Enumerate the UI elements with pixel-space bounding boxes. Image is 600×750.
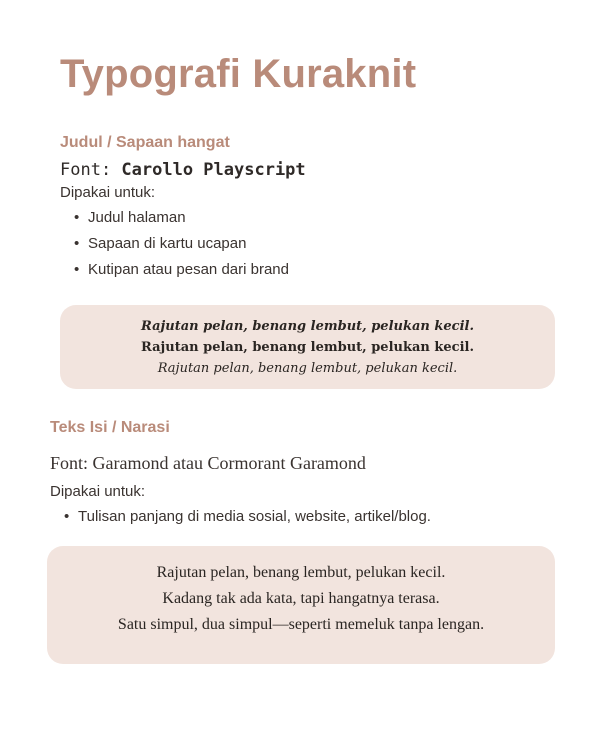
page-title: Typografi Kuraknit <box>60 52 417 96</box>
list-item: • Judul halaman <box>74 205 289 231</box>
list-item: • Sapaan di kartu ucapan <box>74 231 289 257</box>
sample-line: Rajutan pelan, benang lembut, pelukan kecil. <box>156 564 446 581</box>
sample-box-judul <box>60 305 555 389</box>
font-line-teks-isi: Font: Garamond atau Cormorant Garamond <box>50 453 366 473</box>
sample-line-bold: Rajutan pelan, benang lembut, pelukan kecil. <box>141 340 474 355</box>
section-heading-teks-isi: Teks Isi / Narasi <box>50 419 170 436</box>
sample-line-italic: Rajutan pelan, benang lembut, pelukan kecil. <box>157 361 458 376</box>
sample-line: Satu simpul, dua simpul—seperti memeluk tanpa lengan. <box>117 616 485 633</box>
uses-list-judul <box>74 205 289 283</box>
used-for-label: Dipakai untuk: <box>50 483 146 500</box>
sample-line: Kadang tak ada kata, tapi hangatnya terasa. <box>162 590 440 607</box>
list-item: • Kutipan atau pesan dari brand <box>74 257 289 283</box>
sample-line-italic-bold: Rajutan pelan, benang lembut, pelukan kecil. <box>141 319 474 334</box>
used-for-label: Dipakai untuk: <box>60 184 156 201</box>
sample-box-teks-isi <box>47 546 555 664</box>
section-heading-judul: Judul / Sapaan hangat <box>60 134 230 151</box>
font-name: Carollo Playscript <box>121 160 306 180</box>
font-prefix: Font: <box>60 160 122 180</box>
uses-list-teks-isi <box>64 504 431 530</box>
list-item: • Tulisan panjang di media sosial, website, artikel/blog. <box>64 504 431 530</box>
font-line-judul <box>60 160 306 180</box>
